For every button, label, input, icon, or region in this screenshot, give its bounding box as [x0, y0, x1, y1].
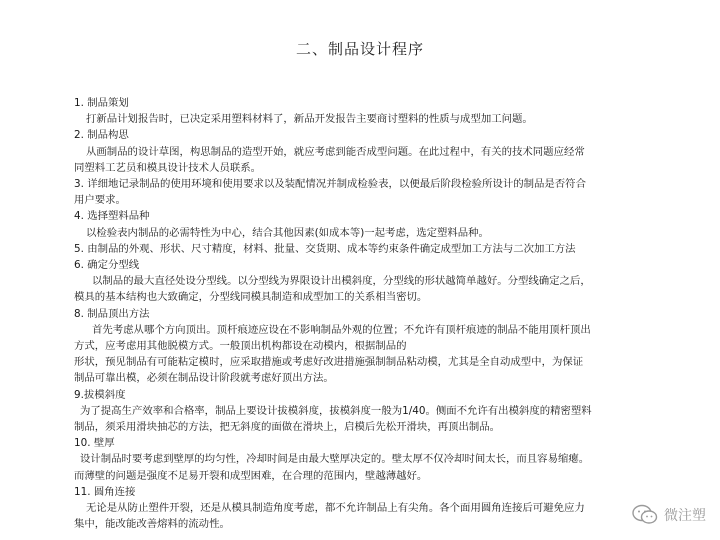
page-title: 二、制品设计程序: [295, 40, 424, 58]
heading-11: 11. 圆角连接: [74, 485, 136, 498]
paragraph-line: 以制品的最大直径处设分型线。以分型线为界限设计出模斜度，分型线的形状越简单越好。分型线确定之后，: [92, 275, 591, 288]
paragraph-line: 而薄壁的问题是强度不足易开裂和成型困难，在合理的范围内，壁越薄越好。: [74, 469, 428, 482]
paragraph-line: 以检验表内制品的必需特性为中心，结合其他因素(如成本等)一起考虑，选定塑料品种。: [86, 226, 489, 239]
document-body: [74, 95, 674, 532]
paragraph-line: 打新品计划报告时，已决定采用塑料材料了，新品开发报告主要商讨塑料的性质与成型加工问题。: [86, 113, 533, 126]
paragraph-line: 从画制品的设计草图，构思制品的造型开始，就应考虑到能否成型问题。在此过程中，有关的技术同题应经常: [86, 145, 585, 158]
heading-2: 2. 制品构思: [74, 129, 129, 142]
heading-1: 1. 制品策划: [74, 97, 129, 109]
heading-4: 4. 选择塑料品种: [74, 210, 150, 223]
watermark: [632, 504, 706, 526]
paragraph-line: 模具的基本结构也大致确定，分型线同模具制造和成型加工的关系相当密切。: [74, 291, 428, 304]
paragraph-line: 为了提高生产效率和合格率，制品上要设计拔模斜度，拔模斜度一般为1/40。侧面不允许有出模斜度的精密塑料: [80, 404, 592, 417]
heading-3: 3. 详细地记录制品的使用环境和使用要求以及装配情况并制成检验表，以便最后阶段检验所设计的制品是否符合: [74, 178, 586, 191]
paragraph-line: 设计制品时要考虑到壁厚的均匀性，冷却时间是由最大壁厚决定的。壁太厚不仅冷却时间太长，而且容易缩瘪。: [80, 453, 590, 466]
heading-10: 10. 壁厚: [74, 437, 115, 450]
paragraph-line: 同塑料工艺员和模具设计技术人员联系。: [74, 161, 262, 174]
paragraph-line: 制品可靠出模，必须在制品设计阶段就考虑好顶出方法。: [74, 372, 334, 385]
paragraph-line: 集中，能改能改善熔料的流动性。: [74, 518, 230, 531]
paragraph-line: 首先考虑从哪个方向顶出。顶杆痕迹应设在不影响制品外观的位置；不允许有顶杆痕迹的制品不能用顶杆顶出: [92, 323, 591, 336]
watermark-text: 微注塑: [664, 508, 706, 524]
paragraph-line: 方式，应考虑用其他脱模方式。一般顶出机构都设在动模内，根据制品的: [74, 340, 407, 353]
heading-6: 6. 确定分型线: [74, 259, 140, 272]
paragraph-line: 形状，预见制品有可能粘定模时，应采取措施或考虑好改进措施强制制品粘动模，尤其是全自动成型中，为保证: [74, 356, 584, 369]
heading-5: 5. 由制品的外观、形状、尺寸精度，材料、批量、交货期、成本等约束条件确定成型加工方法与二次加工方法: [74, 242, 576, 255]
heading-8: 8. 制品顶出方法: [74, 307, 150, 320]
paragraph-line: 无论是从防止塑件开裂，还是从模具制造角度考虑，都不允许制品上有尖角。各个面用圆角连接后可避免应力: [86, 502, 585, 515]
heading-9: 9.拔模斜度: [74, 388, 126, 401]
wechat-icon: [632, 504, 658, 526]
paragraph-line: 制品，须采用滑块抽芯的方法，把无斜度的面做在滑块上，启模后先松开滑块，再顶出制品。: [74, 421, 501, 434]
paragraph-line: 用户要求。: [74, 194, 126, 207]
